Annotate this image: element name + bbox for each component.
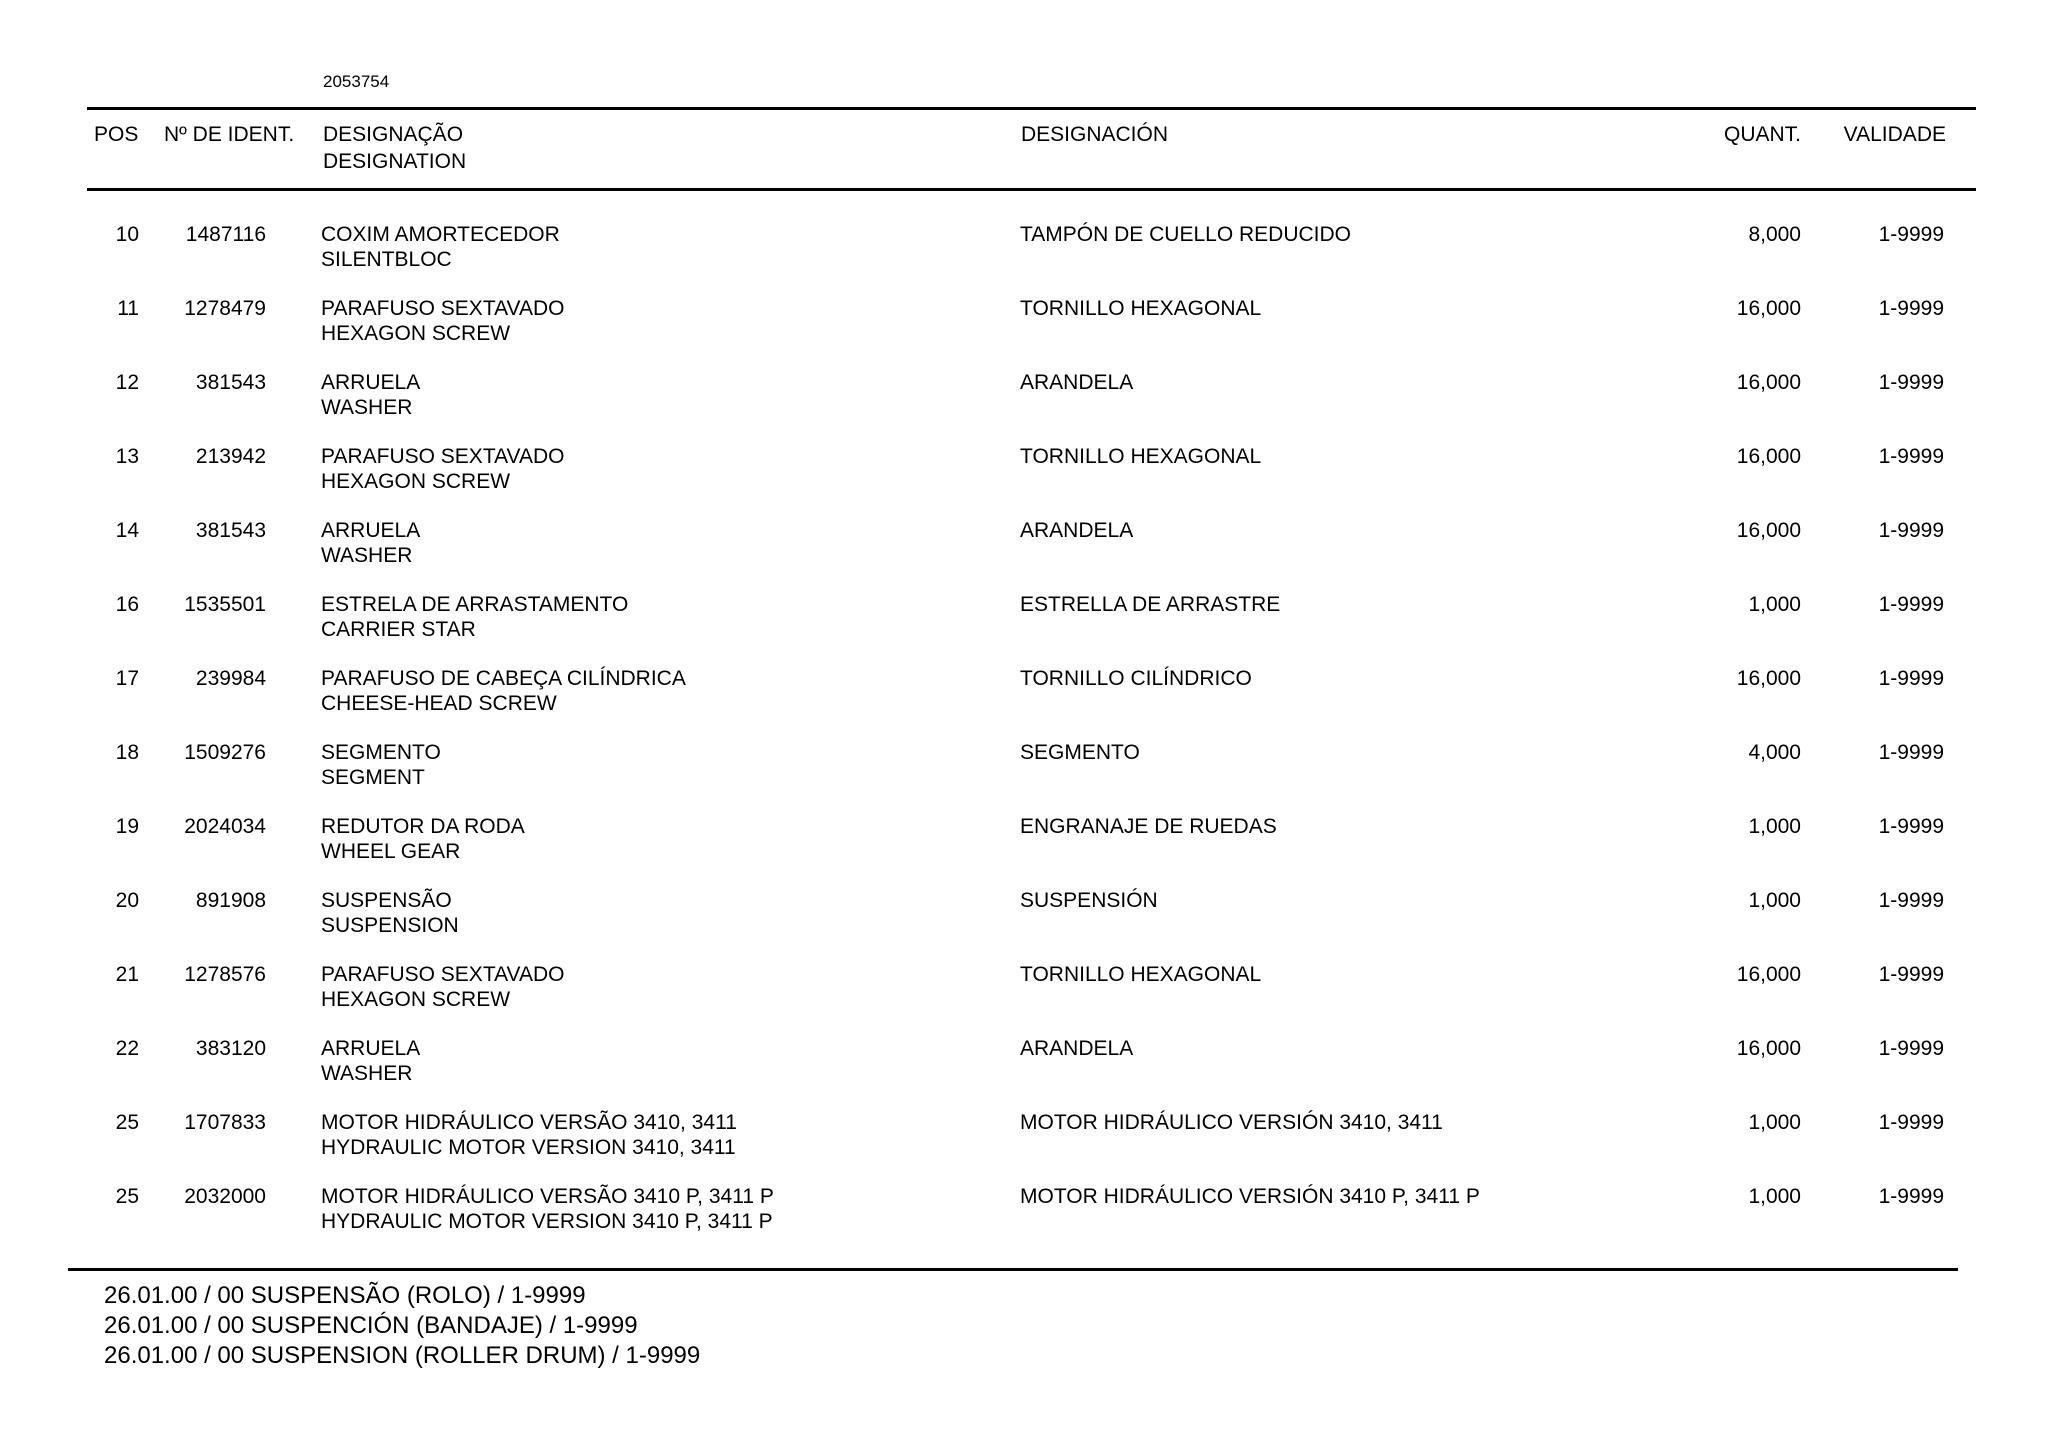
quantity-cell: 16,000	[1736, 667, 1801, 690]
validity-cell: 1-9999	[1878, 297, 1944, 320]
pos-cell: 17	[115, 667, 139, 690]
ident-cell: 213942	[195, 445, 266, 468]
pos-cell: 11	[117, 297, 139, 320]
pos-cell: 19	[115, 815, 139, 838]
designation-en: HEXAGON SCREW	[321, 470, 511, 493]
designation-pt: PARAFUSO SEXTAVADO	[321, 963, 565, 986]
designation-pt-en-cell	[321, 1184, 774, 1234]
header-ident: Nº DE IDENT.	[164, 123, 295, 146]
designation-pt: ARRUELA	[321, 371, 421, 394]
designation-pt-en-cell	[321, 888, 459, 938]
ident-cell: 381543	[195, 519, 266, 542]
designation-es-cell: ARANDELA	[1020, 371, 1134, 394]
designation-es-cell: TORNILLO CILÍNDRICO	[1020, 667, 1252, 690]
quantity-cell: 1,000	[1748, 815, 1801, 838]
designation-pt: PARAFUSO DE CABEÇA CILÍNDRICA	[321, 667, 686, 690]
table-row	[0, 1110, 2048, 1184]
designation-pt: ESTRELA DE ARRASTAMENTO	[321, 593, 629, 616]
designation-es-cell: TORNILLO HEXAGONAL	[1020, 963, 1262, 986]
designation-pt: PARAFUSO SEXTAVADO	[321, 297, 565, 320]
quantity-cell: 1,000	[1748, 889, 1801, 912]
validity-cell: 1-9999	[1878, 741, 1944, 764]
validity-cell: 1-9999	[1878, 1185, 1944, 1208]
quantity-cell: 1,000	[1748, 593, 1801, 616]
top-divider	[87, 107, 1976, 110]
ident-cell: 1278576	[184, 963, 266, 986]
designation-pt-en-cell	[321, 444, 565, 494]
designation-pt-en-cell	[321, 222, 560, 272]
ident-cell: 381543	[195, 371, 266, 394]
table-row	[0, 1036, 2048, 1110]
designation-pt: SUSPENSÃO	[321, 889, 452, 912]
designation-es-cell: ARANDELA	[1020, 1037, 1134, 1060]
designation-en: HEXAGON SCREW	[321, 322, 511, 345]
header-pos: POS	[94, 123, 139, 146]
pos-cell: 10	[115, 223, 139, 246]
designation-pt-en-cell	[321, 1036, 420, 1086]
designation-es-cell: ESTRELLA DE ARRASTRE	[1020, 593, 1281, 616]
quantity-cell: 8,000	[1748, 223, 1801, 246]
designation-pt-en-cell	[321, 666, 686, 716]
footer-line-en: 26.01.00 / 00 SUSPENSION (ROLLER DRUM) / 1-9999	[104, 1342, 701, 1369]
header-designacion: DESIGNACIÓN	[1021, 123, 1169, 146]
ident-cell: 239984	[195, 667, 266, 690]
pos-cell: 12	[115, 371, 139, 394]
designation-pt: PARAFUSO SEXTAVADO	[321, 445, 565, 468]
designation-en: HYDRAULIC MOTOR VERSION 3410 P, 3411 P	[321, 1210, 773, 1233]
table-row	[0, 444, 2048, 518]
validity-cell: 1-9999	[1878, 371, 1944, 394]
designation-pt: SEGMENTO	[321, 741, 441, 764]
table-row	[0, 222, 2048, 296]
designation-pt-en-cell	[321, 518, 420, 568]
designation-es-cell: SUSPENSIÓN	[1020, 889, 1158, 912]
quantity-cell: 16,000	[1736, 445, 1801, 468]
designation-pt: MOTOR HIDRÁULICO VERSÃO 3410, 3411	[321, 1111, 737, 1134]
validity-cell: 1-9999	[1878, 815, 1944, 838]
ident-cell: 1278479	[184, 297, 266, 320]
validity-cell: 1-9999	[1878, 519, 1944, 542]
table-row	[0, 370, 2048, 444]
designation-en: HYDRAULIC MOTOR VERSION 3410, 3411	[321, 1136, 736, 1159]
designation-pt: REDUTOR DA RODA	[321, 815, 525, 838]
quantity-cell: 16,000	[1736, 297, 1801, 320]
ident-cell: 383120	[195, 1037, 266, 1060]
designation-pt: COXIM AMORTECEDOR	[321, 223, 560, 246]
pos-cell: 18	[115, 741, 139, 764]
designation-es-cell: ENGRANAJE DE RUEDAS	[1020, 815, 1277, 838]
quantity-cell: 1,000	[1748, 1111, 1801, 1134]
designation-en: WHEEL GEAR	[321, 840, 461, 863]
designation-en: SUSPENSION	[321, 914, 459, 937]
quantity-cell: 16,000	[1736, 963, 1801, 986]
designation-pt-en-cell	[321, 296, 565, 346]
ident-cell: 891908	[195, 889, 266, 912]
designation-es-cell: MOTOR HIDRÁULICO VERSIÓN 3410 P, 3411 P	[1020, 1185, 1480, 1208]
designation-es-cell: TAMPÓN DE CUELLO REDUCIDO	[1020, 223, 1351, 246]
designation-pt: ARRUELA	[321, 519, 421, 542]
validity-cell: 1-9999	[1878, 1037, 1944, 1060]
header-validity: VALIDADE	[1843, 123, 1946, 146]
designation-pt-en-cell	[321, 962, 565, 1012]
ident-cell: 2024034	[184, 815, 266, 838]
pos-cell: 14	[115, 519, 139, 542]
ident-cell: 1707833	[184, 1111, 266, 1134]
designation-en: WASHER	[321, 396, 413, 419]
designation-en: WASHER	[321, 544, 413, 567]
validity-cell: 1-9999	[1878, 889, 1944, 912]
designation-pt: ARRUELA	[321, 1037, 421, 1060]
ident-cell: 1487116	[185, 223, 266, 246]
ident-cell: 1509276	[184, 741, 266, 764]
designation-es-cell: MOTOR HIDRÁULICO VERSIÓN 3410, 3411	[1020, 1111, 1443, 1134]
ident-cell: 2032000	[184, 1185, 266, 1208]
table-row	[0, 296, 2048, 370]
pos-cell: 21	[115, 963, 139, 986]
footer-line-pt: 26.01.00 / 00 SUSPENSÃO (ROLO) / 1-9999	[104, 1282, 586, 1309]
designation-en: CHEESE-HEAD SCREW	[321, 692, 557, 715]
designation-pt-en-cell	[321, 592, 628, 642]
footer-notes	[104, 1281, 700, 1371]
ident-cell: 1535501	[184, 593, 266, 616]
pos-cell: 13	[115, 445, 139, 468]
designation-pt: MOTOR HIDRÁULICO VERSÃO 3410 P, 3411 P	[321, 1185, 774, 1208]
table-row	[0, 592, 2048, 666]
table-row	[0, 1184, 2048, 1258]
document-number: 2053754	[323, 72, 390, 91]
designation-es-cell: TORNILLO HEXAGONAL	[1020, 445, 1262, 468]
designation-en: SILENTBLOC	[321, 248, 452, 271]
pos-cell: 25	[115, 1185, 139, 1208]
pos-cell: 22	[115, 1037, 139, 1060]
validity-cell: 1-9999	[1878, 445, 1944, 468]
header-divider	[87, 188, 1976, 191]
table-row	[0, 814, 2048, 888]
quantity-cell: 1,000	[1748, 1185, 1801, 1208]
footer-line-es: 26.01.00 / 00 SUSPENCIÓN (BANDAJE) / 1-9999	[104, 1312, 638, 1339]
header-designacao: DESIGNAÇÃO	[323, 123, 464, 146]
designation-en: HEXAGON SCREW	[321, 988, 511, 1011]
validity-cell: 1-9999	[1878, 223, 1944, 246]
parts-table-body	[0, 222, 2048, 1258]
quantity-cell: 16,000	[1736, 519, 1801, 542]
designation-es-cell: TORNILLO HEXAGONAL	[1020, 297, 1262, 320]
designation-es-cell: SEGMENTO	[1020, 741, 1140, 764]
designation-pt-en-cell	[321, 370, 420, 420]
pos-cell: 25	[115, 1111, 139, 1134]
table-row	[0, 962, 2048, 1036]
designation-pt-en-cell	[321, 814, 525, 864]
quantity-cell: 16,000	[1736, 1037, 1801, 1060]
pos-cell: 20	[115, 889, 139, 912]
table-row	[0, 740, 2048, 814]
header-quantity: QUANT.	[1723, 123, 1801, 146]
designation-es-cell: ARANDELA	[1020, 519, 1134, 542]
designation-pt-en-cell	[321, 1110, 737, 1160]
validity-cell: 1-9999	[1878, 667, 1944, 690]
quantity-cell: 4,000	[1748, 741, 1801, 764]
validity-cell: 1-9999	[1878, 963, 1944, 986]
bottom-divider	[68, 1268, 1958, 1271]
quantity-cell: 16,000	[1736, 371, 1801, 394]
table-row	[0, 888, 2048, 962]
validity-cell: 1-9999	[1878, 1111, 1944, 1134]
designation-pt-en-cell	[321, 740, 441, 790]
designation-en: SEGMENT	[321, 766, 425, 789]
header-designation: DESIGNATION	[323, 150, 467, 173]
designation-en: CARRIER STAR	[321, 618, 476, 641]
designation-en: WASHER	[321, 1062, 413, 1085]
table-row	[0, 666, 2048, 740]
header-designation-pt-en	[323, 121, 466, 175]
table-row	[0, 518, 2048, 592]
pos-cell: 16	[115, 593, 139, 616]
validity-cell: 1-9999	[1878, 593, 1944, 616]
